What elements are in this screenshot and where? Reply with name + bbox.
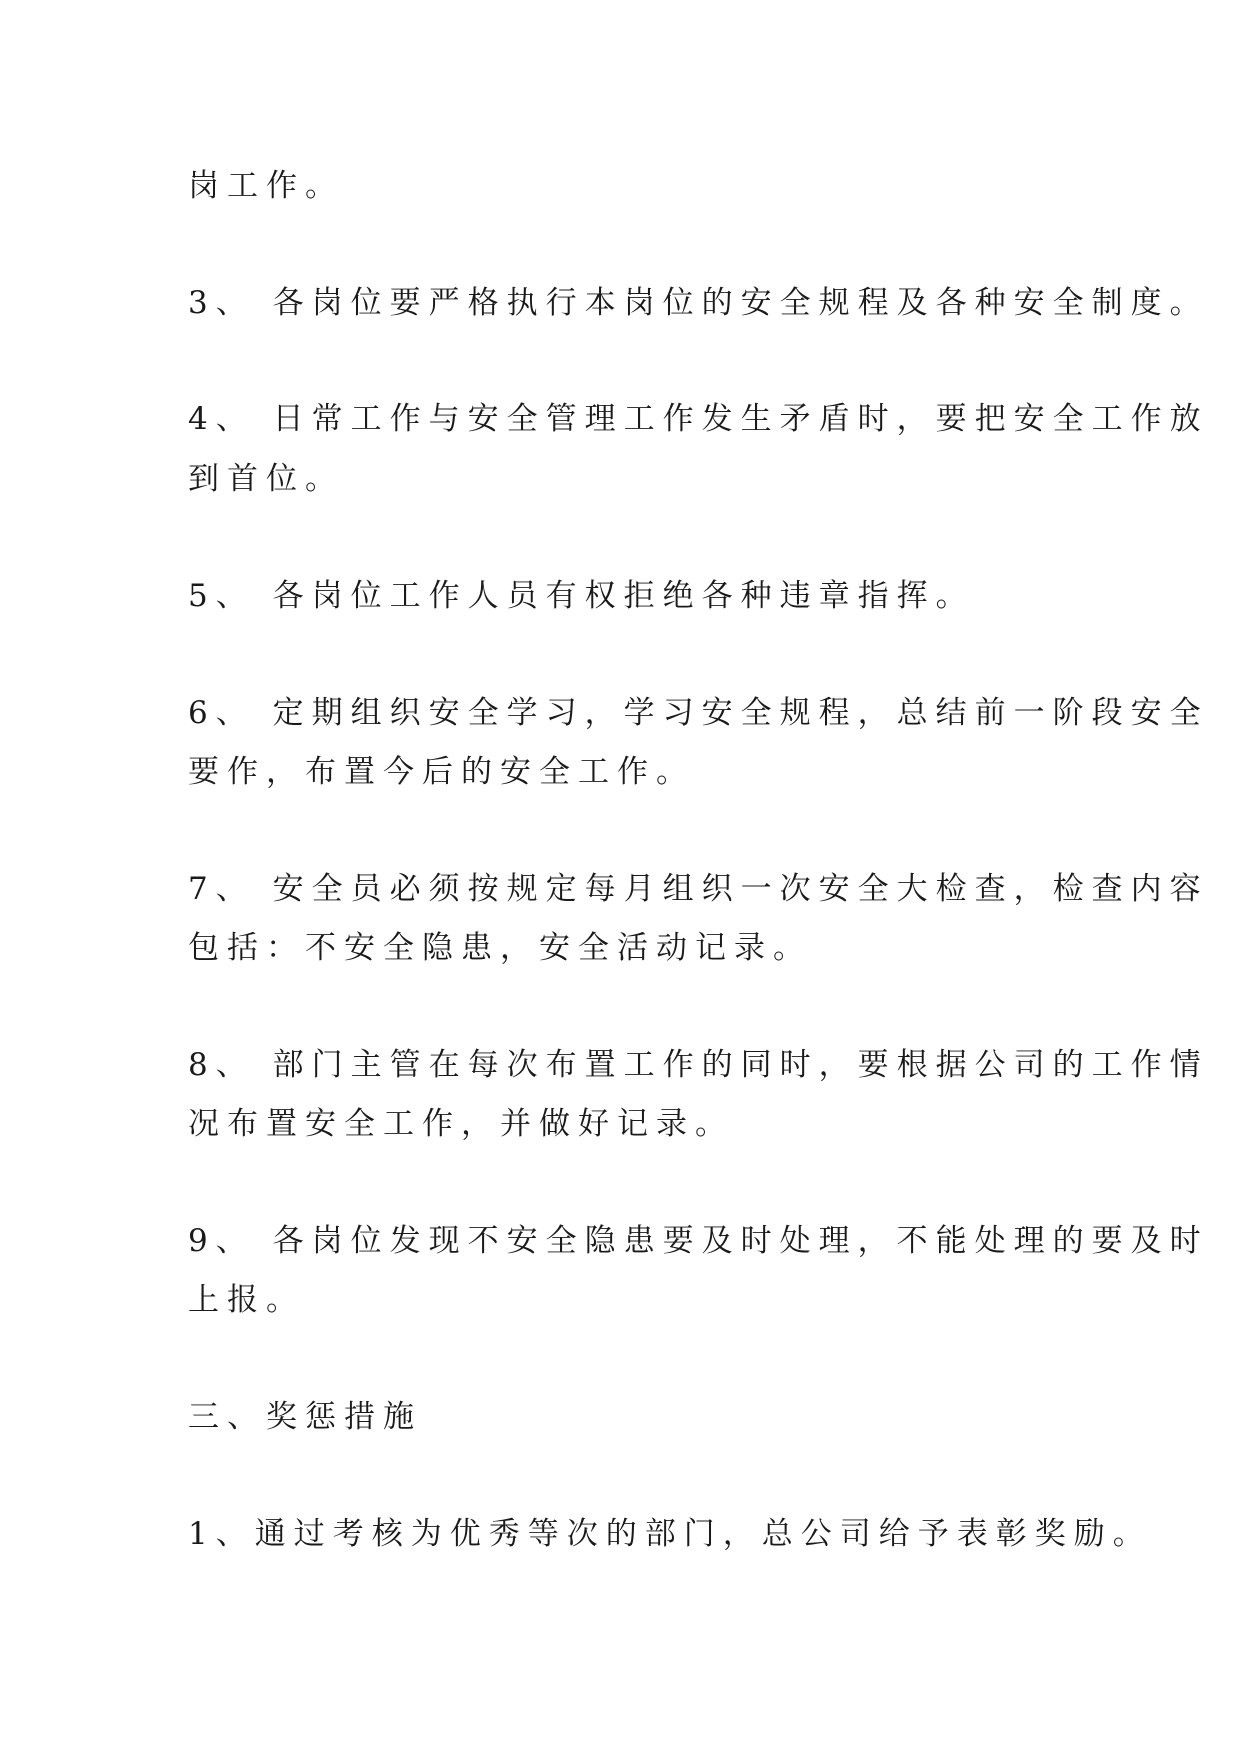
text-line: 到首位。 [188,461,344,497]
text-line: 要作，布置今后的安全工作。 [188,754,695,790]
text-line: 3、 各岗位要严格执行本岗位的安全规程及各种安全制度。 [188,285,1209,321]
text-line: 上报。 [188,1282,305,1318]
text-line: 包括：不安全隐患，安全活动记录。 [188,930,812,966]
text-line: 况布置安全工作，并做好记录。 [188,1106,734,1142]
text-line: 1、通过考核为优秀等次的部门，总公司给予表彰奖励。 [188,1516,1152,1552]
text-line: 9、 各岗位发现不安全隐患要及时处理，不能处理的要及时 [188,1223,1209,1259]
text-line: 5、 各岗位工作人员有权拒绝各种违章指挥。 [188,578,975,614]
text-line: 7、 安全员必须按规定每月组织一次安全大检查，检查内容 [188,871,1209,907]
text-line: 8、 部门主管在每次布置工作的同时，要根据公司的工作情 [188,1047,1209,1083]
text-line: 岗工作。 [188,168,344,204]
text-line: 4、 日常工作与安全管理工作发生矛盾时，要把安全工作放 [188,401,1209,437]
section-heading: 三、奖惩措施 [188,1399,422,1435]
text-line: 6、 定期组织安全学习，学习安全规程，总结前一阶段安全 [188,695,1209,731]
